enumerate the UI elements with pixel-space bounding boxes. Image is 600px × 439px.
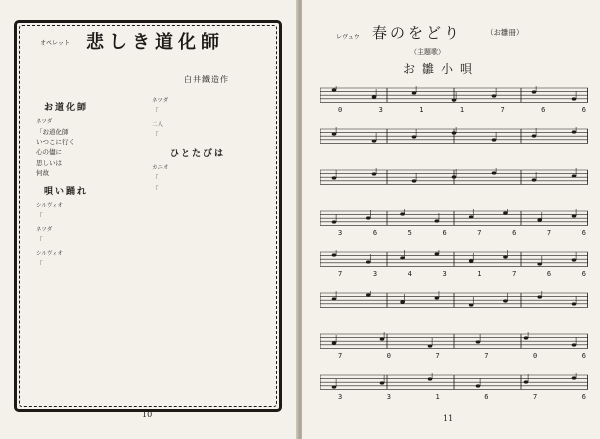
lyric-syllables: [338, 403, 586, 412]
notation-number: 1: [459, 106, 465, 114]
note-head: [572, 130, 577, 133]
author-credit: 白井鐵造作: [184, 75, 229, 84]
lyric-line: 何故: [36, 168, 49, 177]
lyric-line: 「お道化師: [36, 128, 69, 136]
note-head: [572, 258, 577, 261]
note-head: [332, 341, 337, 344]
note-head: [380, 337, 385, 340]
numbered-notation: [338, 270, 586, 280]
notation-number: 6: [372, 229, 378, 237]
lyrics-column-left: [36, 94, 146, 270]
notation-number: 3: [442, 270, 447, 278]
notation-number: 6: [484, 393, 489, 401]
note-head: [400, 212, 405, 215]
section-heading: お道化師: [44, 103, 89, 113]
notation-number: 4: [407, 270, 412, 278]
numbered-notation: [338, 311, 586, 321]
note-head: [476, 384, 481, 387]
note-head: [372, 139, 377, 142]
notation-number: 0: [386, 352, 391, 360]
lyric-syllables: [338, 280, 586, 289]
note-head: [332, 132, 337, 135]
genre-label-left: オペレット: [40, 40, 70, 47]
notation-number: 0: [338, 106, 343, 114]
notation-number: 6: [581, 352, 586, 360]
notation-number: 1: [477, 270, 482, 278]
notation-number: 6: [581, 106, 586, 114]
operetta-title: 悲しき道化師: [86, 32, 224, 53]
notation-number: 6: [581, 270, 586, 278]
notation-number: 7: [512, 270, 517, 278]
note-head: [332, 88, 337, 91]
notation-number: 3: [338, 229, 343, 237]
note-head: [503, 255, 508, 258]
note-head: [372, 172, 377, 175]
note-head: [332, 253, 337, 256]
notation-number: 1: [435, 393, 440, 401]
note-head: [492, 138, 497, 141]
note-head: [435, 219, 440, 222]
lyric-line: 「: [152, 131, 159, 140]
notation-number: 7: [500, 106, 505, 114]
music-staff: [320, 291, 588, 311]
section-heading: 唄い踊れ: [44, 187, 89, 198]
note-head: [469, 215, 474, 218]
notation-number: 6: [546, 270, 552, 278]
note-head: [532, 90, 537, 93]
note-head: [452, 175, 457, 178]
note-head: [380, 381, 385, 384]
music-staff: [320, 127, 588, 147]
notation-number: 7: [435, 352, 440, 360]
singer-role: シルヴィオ: [36, 251, 64, 258]
notation-number: 3: [386, 393, 391, 401]
numbered-notation: [338, 352, 586, 362]
staff-row: [320, 127, 588, 169]
note-head: [412, 135, 417, 138]
notation-number: 7: [338, 352, 343, 360]
lyric-line: 心の儘に: [36, 148, 62, 157]
note-head: [537, 295, 542, 298]
singer-role: ネツダ: [36, 119, 53, 125]
numbered-notation: [338, 106, 586, 116]
notation-number: 6: [442, 229, 447, 237]
theme-song-label: （主題歌）: [410, 48, 445, 56]
note-head: [572, 302, 577, 305]
notation-number: 6: [581, 229, 586, 237]
notation-number: 7: [546, 229, 552, 237]
note-head: [537, 218, 542, 221]
lyric-line: 「: [152, 184, 159, 193]
section-heading: ひとたびは: [170, 149, 226, 160]
notation-number: 6: [581, 393, 586, 401]
notation-number: 3: [378, 106, 383, 114]
note-head: [435, 296, 440, 299]
numbered-notation: [338, 229, 586, 239]
lyric-line: 思しいは: [36, 158, 62, 167]
music-staff: [320, 332, 588, 352]
notation-number: 1: [419, 106, 424, 114]
notation-number: 7: [484, 352, 489, 360]
singer-role: カニオ: [152, 165, 169, 172]
note-head: [428, 344, 433, 347]
note-head: [572, 214, 577, 217]
music-staff: [320, 168, 588, 188]
notation-number: 6: [512, 229, 517, 237]
numbered-notation: [338, 188, 586, 198]
revue-title: 春のをどり: [372, 24, 463, 42]
note-head: [572, 376, 577, 379]
note-head: [400, 300, 405, 303]
note-head: [503, 299, 508, 302]
lyrics-column-right: [152, 92, 270, 194]
note-head: [476, 340, 481, 343]
notation-number: 7: [477, 229, 482, 237]
staff-row: [320, 168, 588, 210]
note-head: [332, 176, 337, 179]
note-head: [452, 98, 457, 101]
notation-number: 6: [541, 106, 546, 114]
staff-row: [320, 332, 588, 374]
note-head: [366, 293, 371, 296]
lyric-syllables: [338, 321, 586, 330]
staff-row: [320, 250, 588, 292]
note-head: [366, 216, 371, 219]
note-head: [332, 385, 337, 388]
note-head: [572, 174, 577, 177]
numbered-notation: [338, 147, 586, 157]
left-page: [0, 0, 298, 439]
note-head: [332, 220, 337, 223]
notation-number: 0: [533, 352, 538, 360]
note-head: [524, 380, 529, 383]
note-head: [532, 178, 537, 181]
lyric-syllables: [338, 198, 586, 207]
singer-role: ネツダ: [152, 98, 169, 104]
note-head: [366, 260, 371, 263]
revue-subtitle: （お雛冊）: [486, 28, 524, 37]
lyric-line: 「: [36, 212, 43, 221]
lyric-line: 「: [36, 236, 43, 245]
singer-role: 二人: [152, 122, 164, 129]
music-staff: [320, 373, 588, 393]
lyric-syllables: [338, 362, 586, 371]
note-head: [492, 94, 497, 97]
note-head: [412, 91, 417, 94]
note-head: [572, 97, 577, 100]
lyric-line: 「: [152, 174, 159, 183]
music-staff: [320, 250, 588, 270]
lyric-line: 「: [36, 260, 43, 269]
notation-number: 7: [338, 270, 343, 278]
note-head: [435, 252, 440, 255]
note-head: [428, 377, 433, 380]
note-head: [503, 211, 508, 214]
lyric-syllables: [338, 239, 586, 248]
page-number-left: 10: [142, 410, 153, 419]
music-staff: [320, 209, 588, 229]
numbered-notation: [338, 393, 586, 403]
note-head: [372, 95, 377, 98]
staff-row: [320, 86, 588, 128]
staff-row: [320, 209, 588, 251]
lyric-line: いつこに行く: [36, 138, 75, 147]
note-head: [452, 131, 457, 134]
staff-row: [320, 291, 588, 333]
notation-number: 3: [372, 270, 378, 278]
note-head: [492, 171, 497, 174]
singer-role: ネツダ: [36, 227, 53, 234]
note-head: [412, 179, 417, 182]
note-head: [400, 256, 405, 259]
note-head: [524, 336, 529, 339]
lyric-syllables: [338, 157, 586, 166]
note-head: [532, 134, 537, 137]
note-head: [469, 303, 474, 306]
note-head: [332, 297, 337, 300]
right-page: [302, 0, 600, 439]
note-head: [469, 259, 474, 262]
notation-number: 3: [338, 393, 343, 401]
music-staff: [320, 86, 588, 106]
genre-label-right: レヴュウ: [336, 34, 360, 41]
page-number-right: 11: [443, 414, 454, 423]
lyric-line: 「: [152, 107, 159, 115]
singer-role: シルヴィオ: [36, 203, 64, 210]
notation-number: 7: [533, 393, 538, 401]
song-name: お雛小唄: [403, 62, 480, 76]
staff-row: [320, 373, 588, 415]
notation-number: 5: [407, 229, 412, 237]
note-head: [537, 262, 542, 265]
note-head: [572, 343, 577, 346]
lyric-syllables: [338, 116, 586, 125]
